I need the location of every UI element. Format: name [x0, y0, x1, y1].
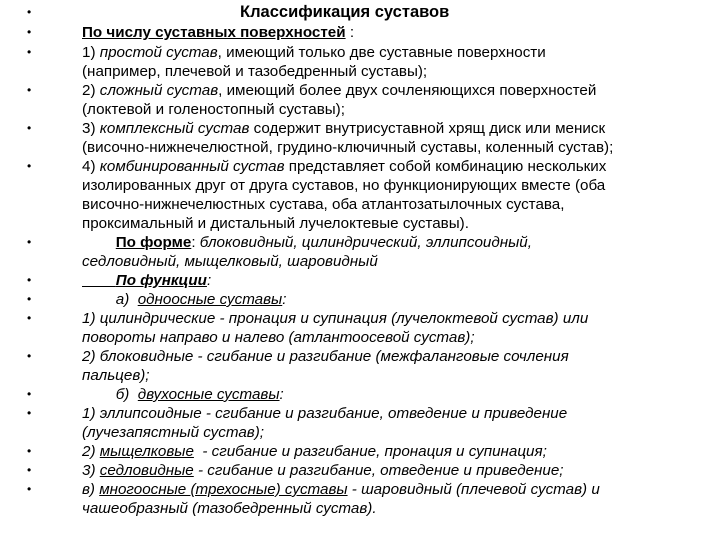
item-text	[82, 157, 606, 176]
bullet: •	[27, 349, 32, 363]
text-fragment: :	[345, 24, 355, 41]
bullet: •	[27, 292, 32, 306]
item-text: изолированных друг от друга суставов, но функционирующих вместе (оба	[82, 177, 606, 194]
list-item-continuation	[0, 214, 720, 233]
list-item	[0, 461, 720, 480]
list-item	[0, 43, 720, 62]
list-item	[0, 290, 720, 309]
text-fragment: 4)	[82, 158, 100, 175]
item-text: (например, плечевой и тазобедренный суставы);	[82, 63, 428, 80]
bullet: •	[27, 159, 32, 173]
item-text	[82, 81, 596, 100]
term-multiaxial-joints: многоосные (трехосные) суставы	[99, 481, 348, 498]
text-fragment	[82, 272, 116, 289]
list-item-continuation	[0, 62, 720, 81]
text-fragment: , имеющий более двух сочленяющихся поверхностей	[218, 82, 597, 99]
text-fragment: :	[206, 272, 212, 289]
heading-articular-surfaces: По числу суставных поверхностей	[82, 24, 346, 41]
text-fragment: - сгибание и разгибание, пронация и супинация;	[193, 443, 547, 460]
text-fragment: :	[282, 291, 287, 308]
item-text	[82, 461, 564, 480]
text-fragment: в)	[82, 481, 100, 498]
item-text: пальцев);	[82, 367, 150, 384]
text-fragment: 2)	[82, 443, 100, 460]
text-fragment: :	[279, 386, 284, 403]
item-text: (локтевой и голеностопный суставы);	[82, 101, 345, 118]
bullet: •	[27, 273, 32, 287]
list-item-continuation	[0, 328, 720, 347]
list-item	[0, 81, 720, 100]
title-row	[0, 3, 720, 22]
item-text: чашеобразный (тазобедренный сустав).	[82, 500, 377, 517]
list-item	[0, 157, 720, 176]
bullet: •	[27, 121, 32, 135]
list-item	[0, 385, 720, 404]
item-text: 2) блоковидные - сгибание и разгибание (межфаланговые сочления	[82, 348, 569, 365]
bullet: •	[27, 5, 32, 19]
item-text: височно-нижнечелюстных сустава, оба атлантозатылочных сустава,	[82, 196, 565, 213]
bullet: •	[27, 83, 32, 97]
bullet: •	[27, 406, 32, 420]
item-text: проксимальный и дистальный лучелоктевые суставы).	[82, 215, 469, 232]
item-text	[82, 43, 546, 62]
list-item-continuation	[0, 423, 720, 442]
item-text: седловидный, мыщелковый, шаровидный	[82, 253, 378, 270]
text-fragment: 2)	[82, 82, 100, 99]
term-biaxial-joints: двухосные суставы	[137, 386, 280, 403]
text-fragment: :	[191, 234, 200, 251]
bullet: •	[27, 444, 32, 458]
text-fragment: 3)	[82, 462, 100, 479]
heading-by-function: По функции	[115, 272, 207, 289]
item-text	[82, 23, 354, 42]
list-item	[0, 271, 720, 290]
term-saddle: седловидные	[99, 462, 194, 479]
item-text	[82, 119, 605, 138]
bullet: •	[27, 311, 32, 325]
bullet: •	[27, 387, 32, 401]
text-fragment: б)	[82, 386, 138, 403]
term-combined-joint: комбинированный сустав	[99, 158, 285, 175]
item-text	[82, 233, 532, 252]
item-text: (лучезапястный сустав);	[82, 424, 265, 441]
list-item	[0, 480, 720, 499]
list-item-continuation	[0, 499, 720, 518]
bullet: •	[27, 25, 32, 39]
text-fragment: а)	[82, 291, 138, 308]
bullet: •	[27, 482, 32, 496]
page-title: Классификация суставов	[240, 3, 450, 21]
term-complex-joint: сложный сустав	[99, 82, 219, 99]
term-uniaxial-joints: одноосные суставы	[137, 291, 283, 308]
text-fragment: 3)	[82, 120, 100, 137]
item-text: (височно-нижнечелюстной, грудино-ключичный суставы, коленный сустав);	[82, 139, 614, 156]
list-item-continuation	[0, 366, 720, 385]
item-text	[82, 442, 547, 461]
term-condylar: мыщелковые	[99, 443, 194, 460]
text-fragment: содержит внутрисуставной хрящ диск или мениск	[249, 120, 606, 137]
bullet: •	[27, 235, 32, 249]
list-item	[0, 233, 720, 252]
list-item-continuation	[0, 138, 720, 157]
list-item-continuation	[0, 100, 720, 119]
item-text	[82, 271, 211, 290]
bullet: •	[27, 463, 32, 477]
item-text: 1) цилиндрические - пронация и супинация (лучелоктевой сустав) или	[82, 310, 589, 327]
list-item	[0, 309, 720, 328]
term-simple-joint: простой сустав	[99, 44, 218, 61]
text-fragment	[82, 234, 116, 251]
list-item-continuation	[0, 195, 720, 214]
text-fragment: - сгибание и разгибание, отведение и приведение;	[193, 462, 564, 479]
heading-by-shape: По форме	[115, 234, 192, 251]
shape-list: блоковидный, цилиндрический, эллипсоидный,	[199, 234, 532, 251]
item-text: повороты направо и налево (атлантоосевой сустав);	[82, 329, 475, 346]
list-item	[0, 442, 720, 461]
item-text	[82, 480, 600, 499]
item-text: 1) эллипсоидные - сгибание и разгибание, отведение и приведение	[82, 405, 568, 422]
item-text	[82, 290, 286, 309]
text-fragment: 1)	[82, 44, 100, 61]
text-fragment: представляет собой комбинацию нескольких	[284, 158, 607, 175]
list-item-continuation	[0, 176, 720, 195]
bullet: •	[27, 45, 32, 59]
list-item-continuation	[0, 252, 720, 271]
list-item	[0, 119, 720, 138]
list-item	[0, 404, 720, 423]
text-fragment: , имеющий только две суставные поверхности	[217, 44, 546, 61]
list-item	[0, 23, 720, 42]
item-text	[82, 385, 284, 404]
list-item	[0, 347, 720, 366]
text-fragment: - шаровидный (плечевой сустав) и	[347, 481, 600, 498]
term-compound-joint: комплексный сустав	[99, 120, 250, 137]
